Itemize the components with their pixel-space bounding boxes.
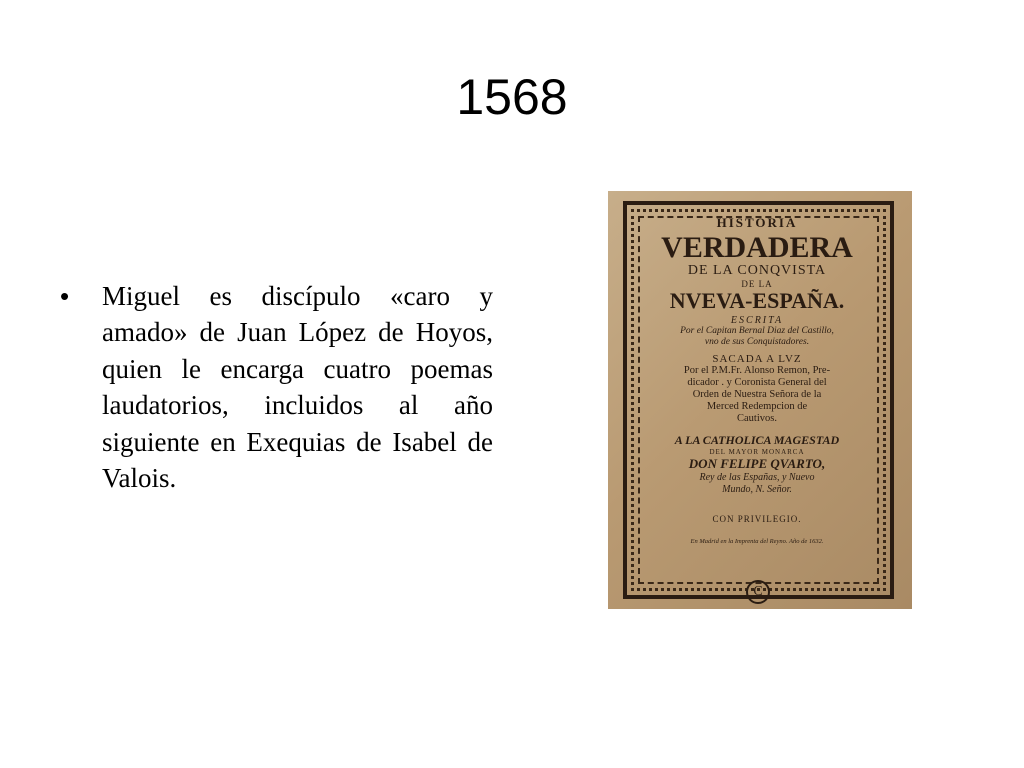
bullet-list: [60, 278, 493, 496]
book-line: Cautivos.: [737, 413, 777, 424]
book-title-page-image: [608, 191, 912, 609]
book-line: Mundo, N. Señor.: [722, 484, 792, 495]
book-line: dicador . y Coronista General del: [687, 377, 827, 388]
book-line: En Madrid en la Imprenta del Reyno. Año de 1632.: [690, 538, 824, 545]
slide-title: 1568: [456, 69, 568, 125]
book-line: DE LA CONQVISTA: [687, 263, 827, 278]
book-line: NVEVA-ESPAÑA.: [669, 288, 845, 313]
book-line: DE LA: [741, 279, 773, 289]
book-line: ESCRITA: [730, 315, 784, 326]
book-line: VERDADERA: [661, 231, 853, 264]
book-line: CON PRIVILEGIO.: [712, 514, 802, 524]
book-line: DEL MAYOR MONARCA: [709, 448, 805, 456]
book-line: Merced Redempcion de: [706, 401, 808, 412]
book-line: Orden de Nuestra Señora de la: [692, 389, 822, 400]
bullet-icon: •: [60, 281, 70, 311]
book-line: Por el P.M.Fr. Alonso Remon, Pre-: [683, 365, 831, 376]
book-line: A LA CATHOLICA MAGESTAD: [674, 433, 840, 447]
book-line: Por el Capitan Bernal Diaz del Castillo,: [680, 326, 834, 336]
book-line: Rey de las Españas, y Nuevo: [699, 472, 815, 483]
book-line: DON FELIPE QVARTO,: [688, 456, 826, 471]
library-stamp-icon: C: [746, 580, 770, 604]
book-line: HISTORIA: [716, 215, 798, 230]
book-line: SACADA A LVZ: [712, 353, 802, 365]
book-line: vno de sus Conquistadores.: [704, 337, 810, 347]
book-title-page-text: [638, 215, 876, 545]
bullet-text: Miguel es discípulo «caro y amado» de Juan López de Hoyos, quien le encarga cuatro poemas laudatorios, incluidos al año siguiente en Exequias de Isabel de Valois.: [102, 281, 493, 494]
